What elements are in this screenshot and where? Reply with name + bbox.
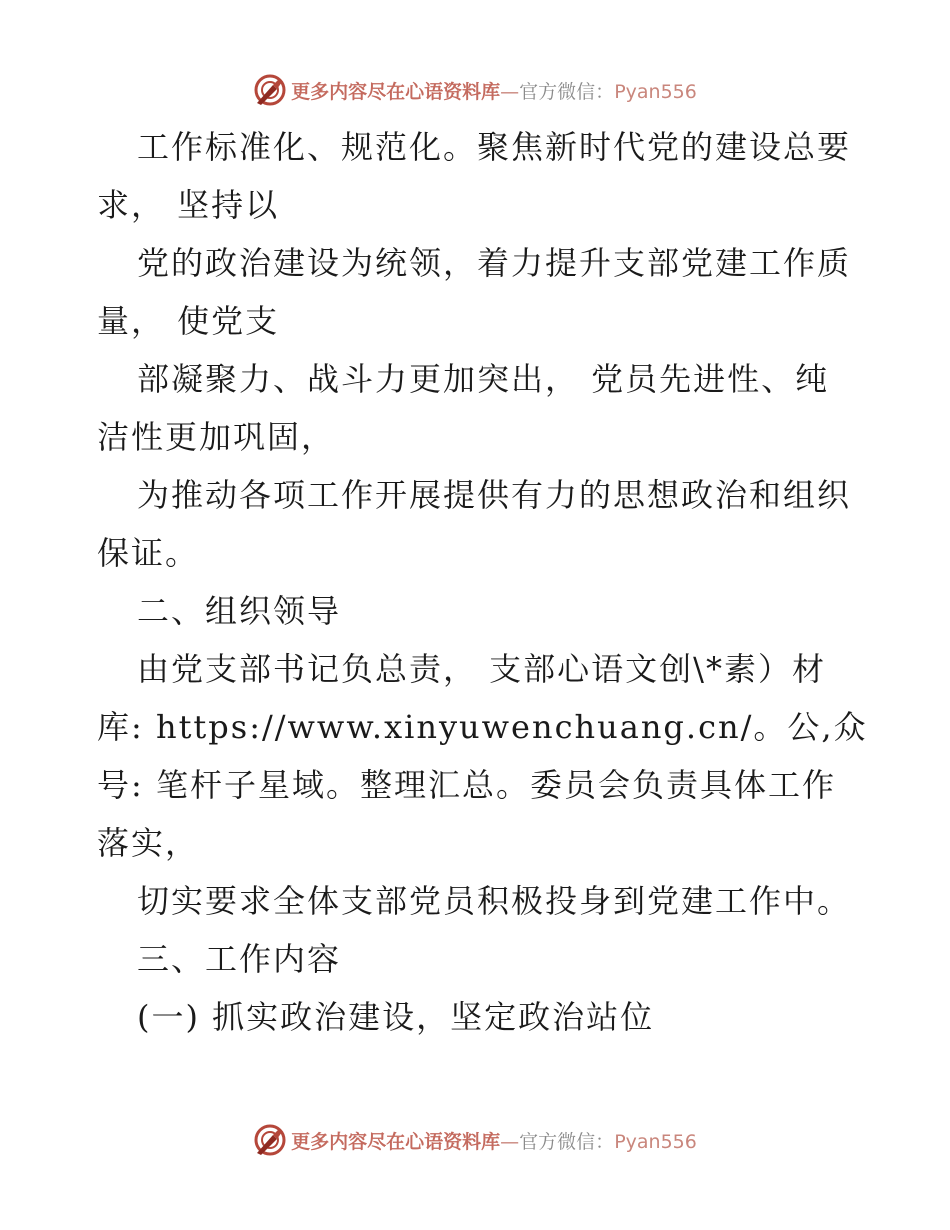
watermark-dash: — (500, 80, 520, 103)
text-line: 量， 使党支 (97, 302, 280, 340)
pen-logo-icon (253, 73, 287, 107)
text-line: 洁性更加巩固， (97, 418, 336, 456)
header-watermark (0, 72, 950, 108)
text-line: 由党支部书记负总责， 支部心语文创\*素）材 (137, 650, 826, 688)
text-line: 落实， (97, 824, 200, 862)
watermark-brand: 更多内容尽在心语资料库 (291, 80, 501, 103)
text-line: 库: https://www.xinyuwenchuang.cn/。公,众 (97, 708, 868, 746)
watermark-official-label: 官方微信： (519, 1130, 615, 1153)
watermark-dash: — (500, 1130, 520, 1153)
text-line: 为推动各项工作开展提供有力的思想政治和组织 (137, 476, 852, 514)
watermark-brand: 更多内容尽在心语资料库 (291, 1130, 501, 1153)
subsection-heading: (一) 抓实政治建设，坚定政治站位 (137, 998, 655, 1036)
text-line: 工作标准化、规范化。聚焦新时代党的建设总要 (137, 128, 852, 166)
watermark-official-label: 官方微信： (519, 80, 615, 103)
watermark-wechat-id: Pyan556 (614, 1130, 697, 1153)
text-line: 号: 笔杆子星域。整理汇总。委员会负责具体工作 (97, 766, 836, 804)
text-line: 求， 坚持以 (97, 186, 280, 224)
text-line: 部凝聚力、战斗力更加突出， 党员先进性、纯 (137, 360, 830, 398)
text-line: 党的政治建设为统领，着力提升支部党建工作质 (137, 244, 852, 282)
footer-watermark (0, 1122, 950, 1158)
text-line: 切实要求全体支部党员积极投身到党建工作中。 (137, 882, 852, 920)
section-heading: 三、工作内容 (137, 940, 342, 978)
watermark-text (291, 77, 697, 104)
document-body (97, 118, 868, 1046)
section-heading: 二、组织领导 (137, 592, 342, 630)
text-line: 保证。 (97, 534, 200, 572)
pen-logo-icon (253, 1123, 287, 1157)
watermark-wechat-id: Pyan556 (614, 80, 697, 103)
watermark-text (291, 1127, 697, 1154)
